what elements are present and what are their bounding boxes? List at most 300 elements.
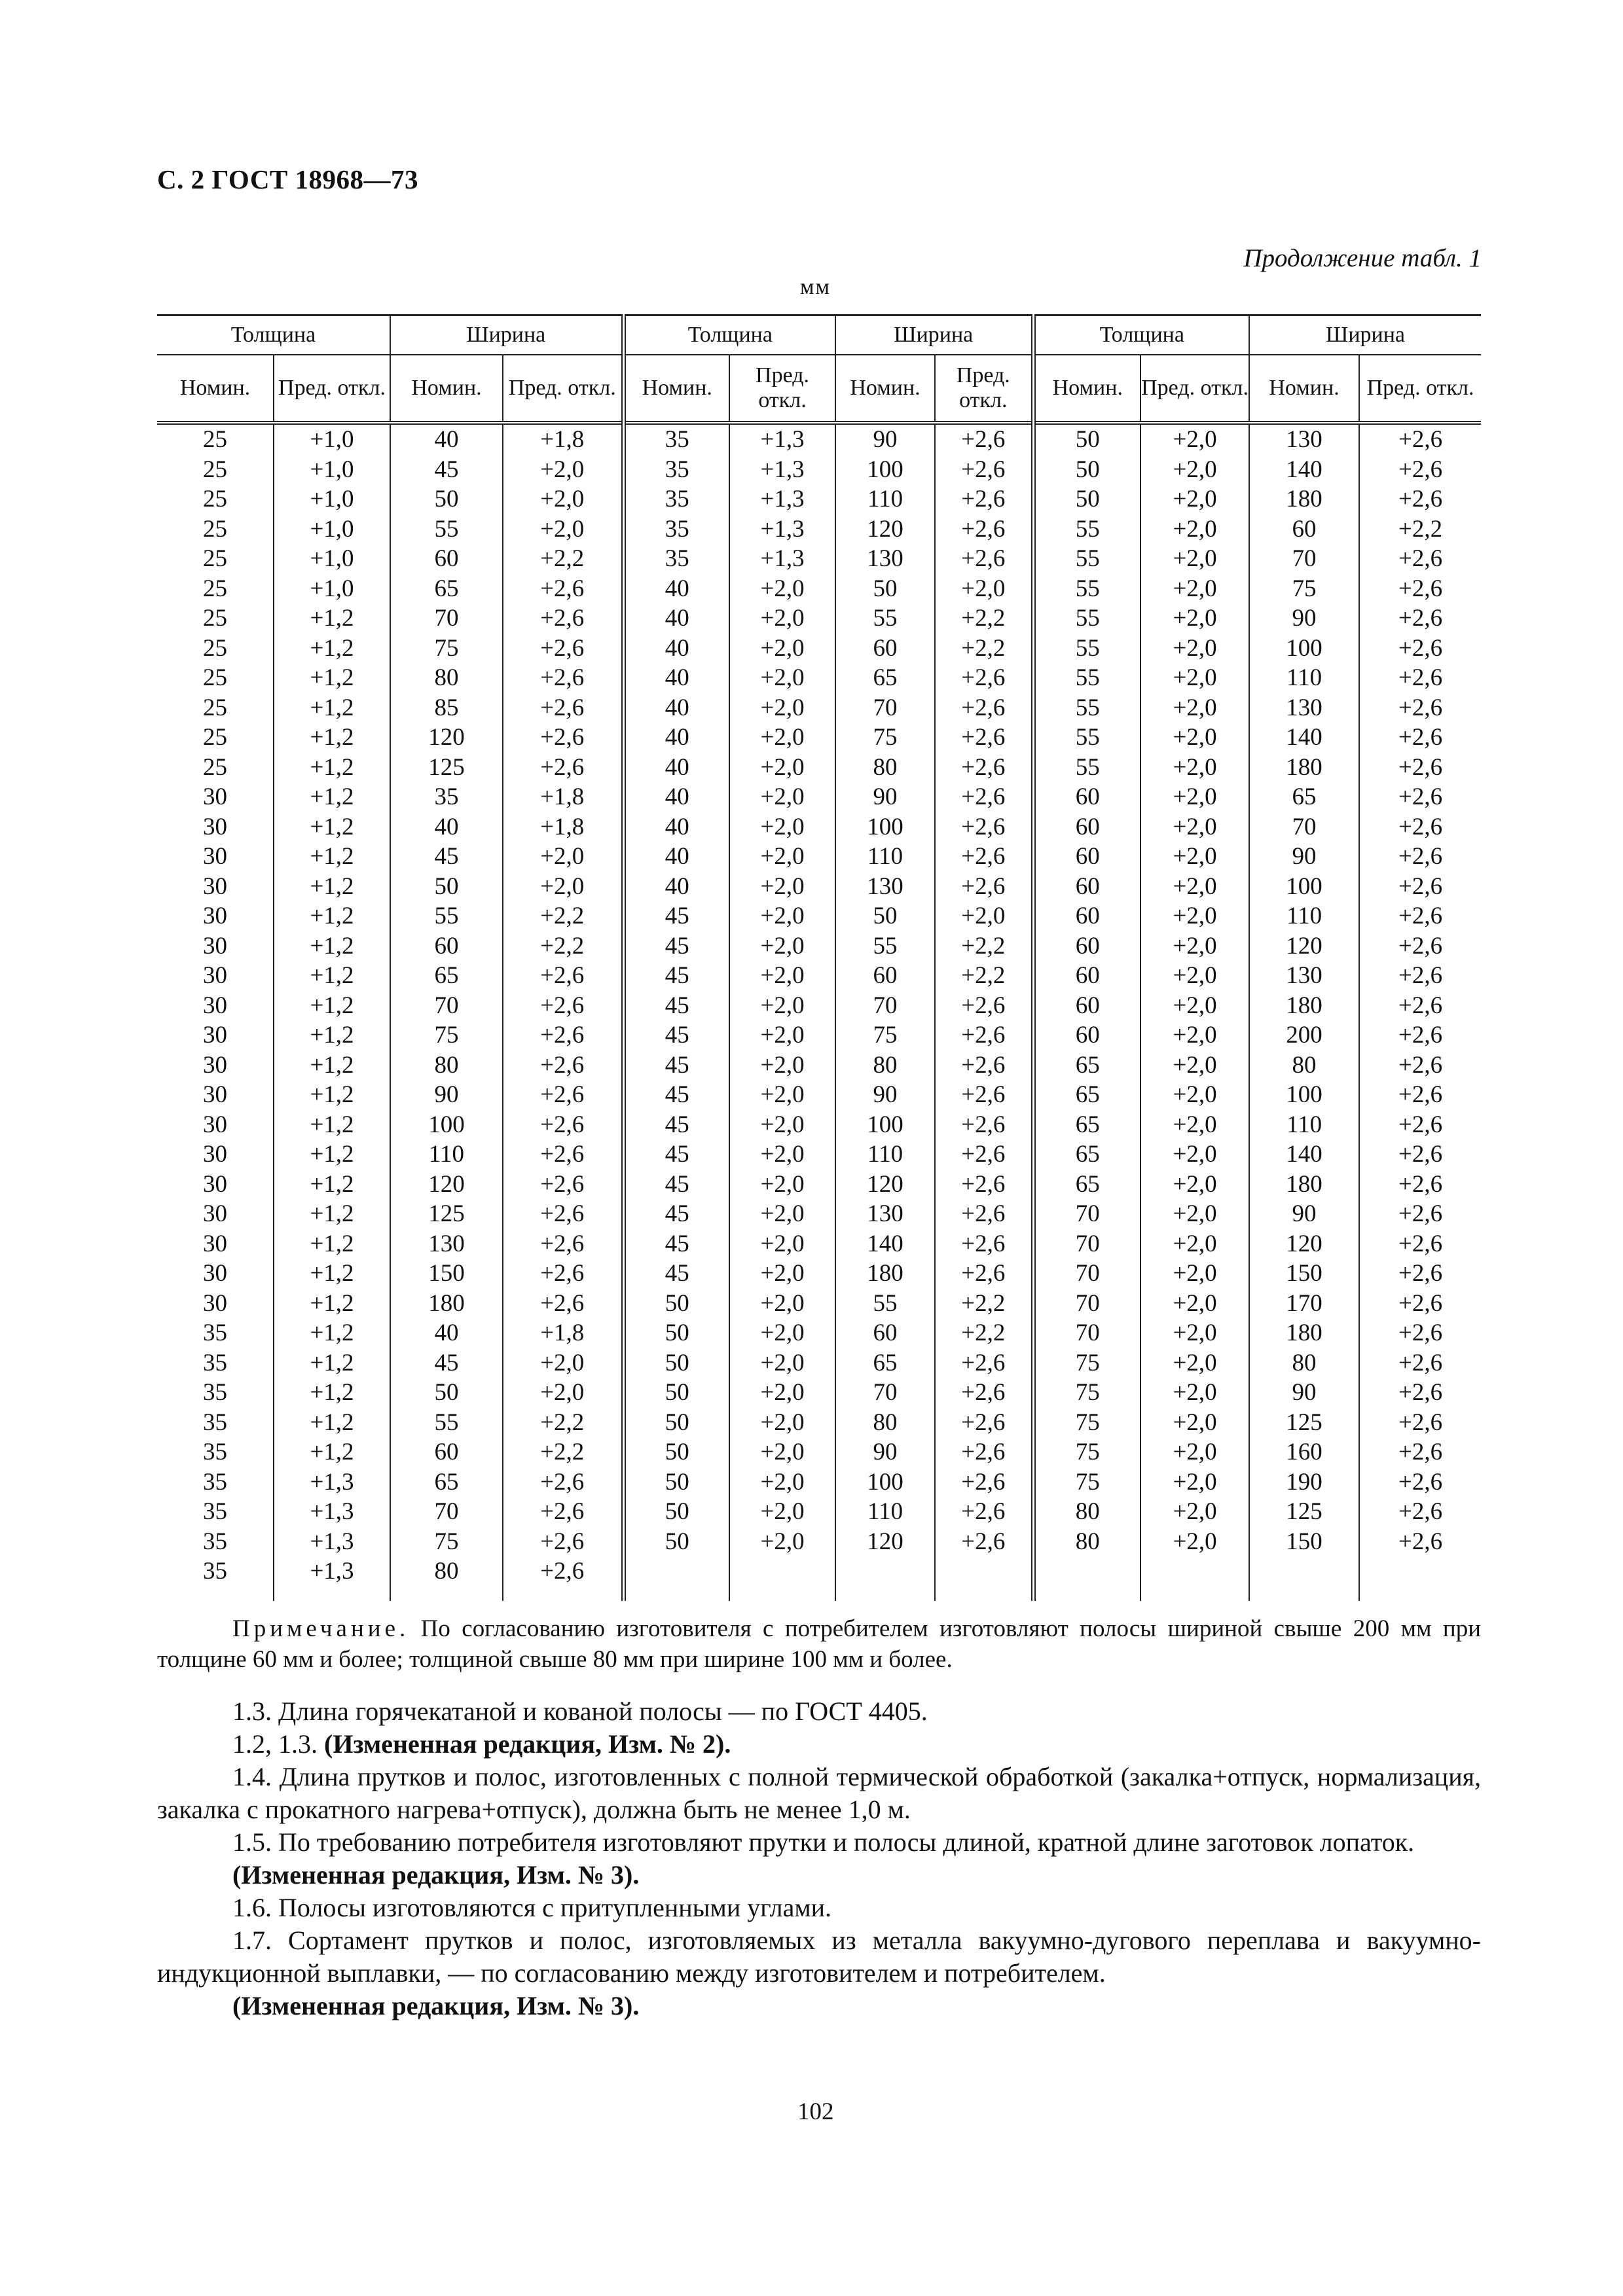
table-cell: +1,2 [274, 753, 390, 783]
table-cell: 80 [390, 1556, 503, 1587]
column-header: Пред. откл. [503, 355, 623, 423]
table-cell: +2,0 [1140, 753, 1249, 783]
table-cell: +2,6 [935, 1378, 1033, 1408]
table-cell: 75 [1033, 1437, 1140, 1467]
table-cell: +2,0 [1140, 991, 1249, 1021]
table-cell: 70 [835, 991, 935, 1021]
table-cell: 75 [1033, 1408, 1140, 1438]
table-cell: 25 [203, 575, 227, 602]
table-row [157, 723, 1481, 753]
table-cell: +2,6 [503, 574, 623, 604]
table-cell: 70 [1033, 1259, 1140, 1289]
table-cell: +2,0 [1140, 1527, 1249, 1557]
table-cell: 75 [1249, 574, 1359, 604]
table-cell: +2,2 [935, 931, 1033, 961]
note-label: Примечание. [232, 1615, 410, 1642]
table-cell: +2,0 [935, 574, 1033, 604]
table-cell: 80 [1249, 1348, 1359, 1378]
table-cell: +2,6 [935, 872, 1033, 902]
table-cell: 100 [835, 1110, 935, 1140]
table-cell: 65 [390, 961, 503, 991]
table-cell: 25 [203, 724, 227, 751]
table-cell: 120 [390, 1170, 503, 1200]
table-cell: +1,0 [274, 455, 390, 485]
table-cell: 130 [835, 544, 935, 574]
table-cell: 50 [390, 484, 503, 514]
table-cell: +2,0 [729, 1408, 835, 1438]
table-cell: 30 [203, 903, 227, 929]
table-cell: 60 [390, 931, 503, 961]
table-cell: 180 [1249, 753, 1359, 783]
table-cell: 30 [203, 843, 227, 870]
table-row [157, 1437, 1481, 1467]
table-cell: 40 [623, 753, 729, 783]
table-cell: 100 [1249, 1080, 1359, 1110]
table-cell: 35 [203, 1379, 227, 1406]
table-cell [1033, 1587, 1140, 1601]
table-cell: +2,6 [935, 812, 1033, 842]
table-cell: +2,6 [935, 1408, 1033, 1438]
table-cell: +2,6 [1359, 991, 1481, 1021]
table-cell: 30 [203, 1051, 227, 1079]
table-cell: 60 [390, 544, 503, 574]
table-cell: +2,0 [729, 842, 835, 872]
table-cell: +1,2 [274, 1348, 390, 1378]
table-cell: +2,6 [503, 1229, 623, 1259]
table-cell: 130 [390, 1229, 503, 1259]
table-cell: 120 [1249, 931, 1359, 961]
table-cell: 60 [835, 634, 935, 664]
table-cell [503, 1587, 623, 1601]
table-cell: 40 [623, 634, 729, 664]
table-cell: +2,0 [1140, 1348, 1249, 1378]
table-cell [1249, 1556, 1359, 1587]
table-cell: 45 [623, 1110, 729, 1140]
table-cell: 35 [623, 544, 729, 574]
table-cell: +2,0 [1140, 663, 1249, 693]
table-cell: +1,2 [274, 931, 390, 961]
table-cell: 30 [203, 1260, 227, 1287]
table-cell: 85 [390, 693, 503, 723]
table-cell: +1,8 [503, 423, 623, 455]
table-cell: +2,0 [1140, 574, 1249, 604]
page-number: 102 [797, 2098, 834, 2125]
table-cell: +2,0 [1140, 693, 1249, 723]
table-cell: +2,6 [935, 544, 1033, 574]
paragraph-text: 1.3. Длина горячекатаной и кованой полосы — по ГОСТ 4405. [232, 1696, 928, 1726]
table-padding-row [157, 1587, 1481, 1601]
table-cell: +1,2 [274, 1020, 390, 1050]
table-cell: 40 [623, 872, 729, 902]
table-cell: +2,6 [1359, 663, 1481, 693]
table-cell: +2,6 [503, 991, 623, 1021]
table-cell: +1,2 [274, 1199, 390, 1229]
table-cell: 80 [835, 1408, 935, 1438]
table-cell: 110 [390, 1139, 503, 1170]
table-cell: 35 [203, 1528, 227, 1555]
column-header: Номин. [157, 355, 274, 423]
paragraph [157, 1728, 1481, 1761]
table-cell: 80 [835, 1050, 935, 1081]
table-cell: +2,0 [729, 663, 835, 693]
table-cell: +2,0 [1140, 1378, 1249, 1408]
table-cell: 100 [1249, 634, 1359, 664]
table-cell: 35 [203, 1558, 227, 1585]
table-cell: +2,0 [1140, 782, 1249, 812]
table-cell: 100 [835, 1467, 935, 1498]
table-cell: 40 [623, 812, 729, 842]
table-row [157, 1408, 1481, 1438]
table-cell: 35 [390, 782, 503, 812]
table-cell: +1,2 [274, 991, 390, 1021]
group-header: Ширина [835, 315, 1033, 355]
table-cell: +1,8 [503, 1318, 623, 1348]
table-cell: 120 [835, 1170, 935, 1200]
table-cell: 80 [1033, 1497, 1140, 1527]
table-cell: +2,6 [1359, 872, 1481, 902]
table-cell [935, 1556, 1033, 1587]
table-cell: 75 [390, 634, 503, 664]
table-cell [1140, 1587, 1249, 1601]
table-cell: 55 [1033, 723, 1140, 753]
paragraph [157, 1859, 1481, 1892]
table-cell: 30 [203, 813, 227, 840]
table-cell: +2,0 [1140, 1170, 1249, 1200]
table-cell: +2,6 [935, 693, 1033, 723]
table-cell: 50 [623, 1348, 729, 1378]
table-cell: 30 [203, 1170, 227, 1198]
table-cell: +1,3 [729, 423, 835, 455]
table-row [157, 423, 1481, 455]
table-cell: +2,6 [503, 1199, 623, 1229]
table-cell: 75 [1033, 1467, 1140, 1498]
table-cell: +2,6 [1359, 693, 1481, 723]
table-cell: 60 [1033, 1020, 1140, 1050]
column-header: Номин. [835, 355, 935, 423]
table-cell: 50 [623, 1437, 729, 1467]
table-cell [274, 1587, 390, 1601]
table-cell: +2,2 [935, 634, 1033, 664]
table-cell: 90 [1249, 603, 1359, 634]
table-cell: 70 [835, 693, 935, 723]
table-cell: +1,2 [274, 1378, 390, 1408]
table-cell: +2,0 [729, 931, 835, 961]
table-cell: 60 [1249, 514, 1359, 545]
group-header: Толщина [623, 315, 835, 355]
dimensions-table [157, 314, 1481, 1601]
table-cell: +2,0 [729, 693, 835, 723]
table-cell: +1,2 [274, 1080, 390, 1110]
table-cell: 75 [835, 1020, 935, 1050]
table-cell: +2,2 [503, 931, 623, 961]
table-cell: +2,6 [1359, 1259, 1481, 1289]
table-cell: +2,0 [729, 1080, 835, 1110]
table-cell: +2,6 [935, 1527, 1033, 1557]
table-cell: +2,6 [503, 693, 623, 723]
table-cell: +2,0 [1140, 872, 1249, 902]
table-cell: 125 [390, 753, 503, 783]
paragraph-bold: (Измененная редакция, Изм. № 3). [232, 1860, 640, 1890]
table-cell [835, 1587, 935, 1601]
table-cell: +2,6 [1359, 1050, 1481, 1081]
table-cell: 55 [1033, 603, 1140, 634]
table-cell: 55 [1033, 753, 1140, 783]
table-cell: 90 [835, 1437, 935, 1467]
table-cell: +1,3 [729, 484, 835, 514]
table-cell: 55 [1033, 634, 1140, 664]
table-cell: +2,0 [1140, 1289, 1249, 1319]
table-cell: +2,6 [503, 1527, 623, 1557]
table-row [157, 1378, 1481, 1408]
table-cell: +2,0 [729, 812, 835, 842]
table-cell: 50 [623, 1527, 729, 1557]
table-cell: +1,2 [274, 1408, 390, 1438]
table-cell: +2,6 [1359, 1080, 1481, 1110]
table-cell: +2,2 [503, 544, 623, 574]
table-cell: 80 [835, 753, 935, 783]
table-cell: +1,2 [274, 693, 390, 723]
table-cell: +2,6 [935, 1050, 1033, 1081]
table-row [157, 1110, 1481, 1140]
table-cell: 45 [390, 1348, 503, 1378]
table-cell: +2,0 [503, 842, 623, 872]
table-cell: +2,6 [1359, 782, 1481, 812]
table-cell: 65 [835, 1348, 935, 1378]
table-cell: +2,0 [1140, 931, 1249, 961]
table-cell: +2,0 [729, 574, 835, 604]
table-cell: +1,3 [274, 1467, 390, 1498]
table-cell: 65 [1033, 1110, 1140, 1140]
table-row [157, 544, 1481, 574]
table-cell: 35 [623, 455, 729, 485]
table-cell: 180 [835, 1259, 935, 1289]
table-units: мм [800, 275, 831, 299]
table-cell: 35 [203, 1319, 227, 1346]
table-cell: +2,0 [1140, 961, 1249, 991]
table-cell: +2,0 [1140, 842, 1249, 872]
table-cell: 45 [623, 1139, 729, 1170]
table-row [157, 1467, 1481, 1498]
table-cell: 25 [203, 486, 227, 512]
sub-header-row [157, 355, 1481, 423]
table-cell: +2,0 [729, 1497, 835, 1527]
table-cell: +2,6 [935, 1259, 1033, 1289]
table-cell: +1,2 [274, 901, 390, 931]
paragraph-text: 1.5. По требованию потребителя изготовляют прутки и полосы длиной, кратной длине заготовок лопаток. [232, 1827, 1415, 1857]
table-cell: +2,0 [1140, 901, 1249, 931]
table-cell: +2,6 [1359, 931, 1481, 961]
table-cell: 180 [1249, 1318, 1359, 1348]
table-cell: 30 [203, 1141, 227, 1168]
body-text [157, 1695, 1481, 2022]
table-cell: 50 [623, 1318, 729, 1348]
table-cell: +1,2 [274, 1259, 390, 1289]
paragraph-text: 1.4. Длина прутков и полос, изготовленных с полной термической обработкой (закалка+отпуск, нормализация, закалка с прокатного нагрева+отпуск), должна быть не менее 1,0 м. [157, 1762, 1481, 1824]
table-cell: 150 [390, 1259, 503, 1289]
table-cell: +2,6 [1359, 842, 1481, 872]
table-cell: 120 [835, 1527, 935, 1557]
table-cell: +2,6 [1359, 1229, 1481, 1259]
table-cell [835, 1556, 935, 1587]
table-cell [935, 1587, 1033, 1601]
table-cell: +2,0 [729, 1437, 835, 1467]
table-cell: 50 [390, 1378, 503, 1408]
table-cell: +2,6 [935, 991, 1033, 1021]
table-cell: 65 [390, 574, 503, 604]
table-row [157, 1348, 1481, 1378]
table-cell: 75 [1033, 1378, 1140, 1408]
table-cell: +1,2 [274, 1170, 390, 1200]
table-cell: +2,0 [729, 1289, 835, 1319]
table-cell: 70 [1033, 1229, 1140, 1259]
table-cell: +2,6 [503, 1259, 623, 1289]
table-cell [729, 1587, 835, 1601]
table-row [157, 634, 1481, 664]
table-cell: +2,0 [1140, 1497, 1249, 1527]
table-cell: 45 [623, 1080, 729, 1110]
table-cell: +2,2 [503, 1437, 623, 1467]
table-cell: +2,0 [729, 991, 835, 1021]
table-cell: +1,2 [274, 723, 390, 753]
table-cell: +1,3 [274, 1497, 390, 1527]
table-cell: +1,2 [274, 1318, 390, 1348]
table-cell: 90 [835, 782, 935, 812]
table-cell: +2,6 [1359, 723, 1481, 753]
table-cell: 30 [203, 872, 227, 900]
column-header: Номин. [623, 355, 729, 423]
table-cell: +2,6 [503, 1110, 623, 1140]
table-cell: +2,6 [1359, 1437, 1481, 1467]
table-cell: +2,0 [1140, 1408, 1249, 1438]
table-cell: 30 [203, 992, 227, 1019]
table-cell: +1,2 [274, 961, 390, 991]
table-cell: 25 [203, 605, 227, 632]
paragraph [157, 1695, 1481, 1728]
table-cell: 180 [1249, 484, 1359, 514]
table-cell [1249, 1587, 1359, 1601]
table-cell: +2,6 [935, 455, 1033, 485]
table-row [157, 1139, 1481, 1170]
table-cell: 65 [835, 663, 935, 693]
table-cell: 80 [1249, 1050, 1359, 1081]
table-row [157, 842, 1481, 872]
table-row [157, 931, 1481, 961]
table-row [157, 812, 1481, 842]
table-cell: 50 [390, 872, 503, 902]
table-cell: +2,6 [1359, 1020, 1481, 1050]
paragraph-text: 1.7. Сортамент прутков и полос, изготовляемых из металла вакуумно-дугового переплава и вакуумно-индукционной выплавки, — по согласованию между изготовителем и потребителем. [157, 1926, 1481, 1988]
table-cell: 60 [1033, 842, 1140, 872]
table-body [157, 423, 1481, 1601]
table-cell: 130 [835, 872, 935, 902]
table-cell: 60 [1033, 901, 1140, 931]
table-cell [157, 1587, 274, 1601]
table-cell: 100 [1249, 872, 1359, 902]
table-cell: 120 [835, 514, 935, 545]
table-cell: 55 [1033, 544, 1140, 574]
table-cell: +2,0 [1140, 1050, 1249, 1081]
column-header: Номин. [1033, 355, 1140, 423]
table-cell: +2,0 [1140, 514, 1249, 545]
table-row [157, 484, 1481, 514]
table-cell: 45 [623, 1020, 729, 1050]
table-cell: +2,6 [935, 782, 1033, 812]
table-cell: 45 [623, 1229, 729, 1259]
table-cell: +2,2 [935, 1318, 1033, 1348]
table-cell: 55 [390, 901, 503, 931]
table-cell: 35 [623, 484, 729, 514]
table-cell: +2,0 [503, 872, 623, 902]
table-cell: +1,0 [274, 514, 390, 545]
table-cell: 70 [1033, 1199, 1140, 1229]
table-cell: 45 [623, 931, 729, 961]
table-cell: +1,3 [274, 1556, 390, 1587]
paragraph [157, 1826, 1481, 1859]
table-cell: +2,0 [1140, 1199, 1249, 1229]
table-cell: +2,6 [1359, 1497, 1481, 1527]
table-row [157, 1556, 1481, 1587]
table-cell: +2,0 [729, 961, 835, 991]
table-cell: +1,2 [274, 812, 390, 842]
table-cell: 40 [390, 1318, 503, 1348]
table-cell: 40 [623, 842, 729, 872]
table-cell: +2,6 [503, 603, 623, 634]
table-cell: +2,6 [1359, 1289, 1481, 1319]
table-cell: 80 [1033, 1527, 1140, 1557]
table-cell: 65 [1033, 1170, 1140, 1200]
table-cell: +2,6 [1359, 1378, 1481, 1408]
table-cell: 60 [1033, 961, 1140, 991]
table-cell: 50 [623, 1467, 729, 1498]
table-cell: 70 [1033, 1289, 1140, 1319]
table-cell: +2,6 [1359, 1199, 1481, 1229]
table-cell: +1,2 [274, 663, 390, 693]
table-row [157, 455, 1481, 485]
table-cell: +2,0 [503, 455, 623, 485]
table-row [157, 514, 1481, 545]
table-cell: +2,0 [503, 1378, 623, 1408]
table-cell [1359, 1587, 1481, 1601]
column-header: Пред. откл. [1140, 355, 1249, 423]
paragraph-text: 1.6. Полосы изготовляются с притупленными углами. [232, 1893, 832, 1922]
table-cell: +2,0 [729, 1259, 835, 1289]
table-row [157, 1289, 1481, 1319]
table-cell: 90 [835, 1080, 935, 1110]
table-cell: 110 [835, 842, 935, 872]
table-cell: +2,0 [503, 484, 623, 514]
table-cell: 50 [1033, 455, 1140, 485]
table-cell: 100 [835, 455, 935, 485]
table-cell: 55 [835, 931, 935, 961]
table-cell: 190 [1249, 1467, 1359, 1498]
table-cell: 65 [1033, 1080, 1140, 1110]
table-cell: 30 [203, 1289, 227, 1317]
table-cell: 35 [203, 1439, 227, 1465]
table-cell: 160 [1249, 1437, 1359, 1467]
table-cell: 110 [835, 1497, 935, 1527]
table-cell: 55 [1033, 514, 1140, 545]
table-row [157, 872, 1481, 902]
table-cell: +2,6 [1359, 753, 1481, 783]
table-cell: +2,2 [935, 603, 1033, 634]
table-cell: 50 [623, 1289, 729, 1319]
table-cell: 30 [203, 962, 227, 989]
table-cell: 25 [203, 664, 227, 691]
table-cell: 60 [835, 961, 935, 991]
column-header: Пред. откл. [935, 355, 1033, 423]
table-cell: +2,0 [729, 872, 835, 902]
table-cell: +2,6 [503, 723, 623, 753]
